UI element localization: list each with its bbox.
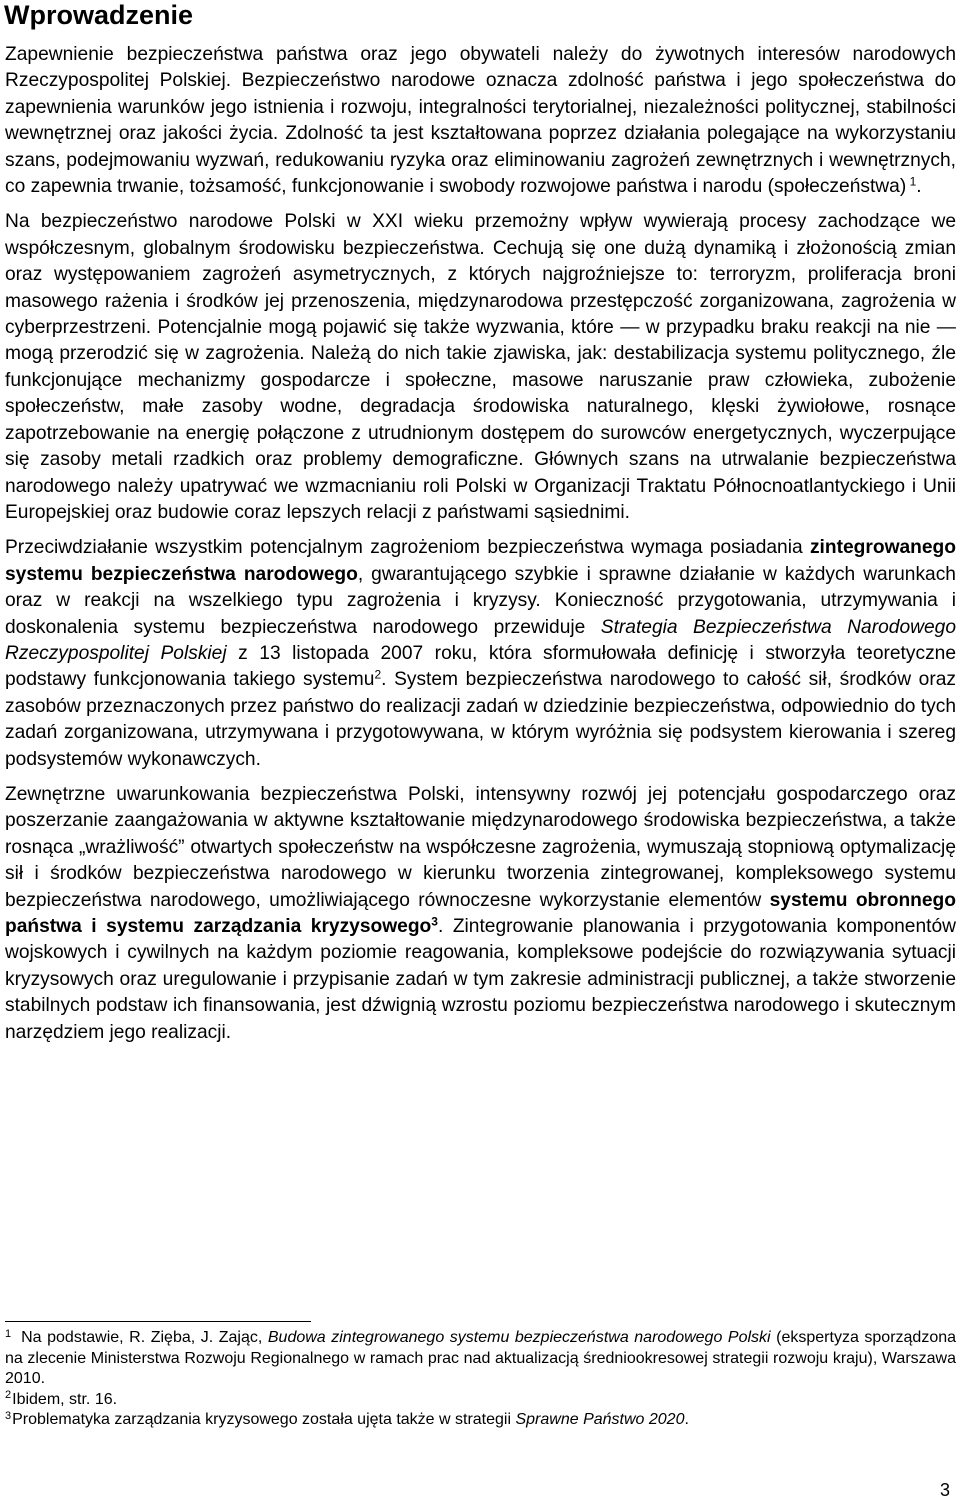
body-text <box>5 42 956 1046</box>
footnote-1-number: 1 <box>5 1327 12 1340</box>
paragraph-3 <box>5 535 956 773</box>
footnote-1-text-end: (ekspertyza sporządzona na zlecenie Ministerstwa Rozwoju Regionalnego w ramach prac nad aktualizacją średniookresowej strategii rozwoju kraju), Warszawa 2010. <box>5 1329 957 1387</box>
footnote-ref-3: 3 <box>431 914 438 929</box>
footnotes <box>5 1328 956 1431</box>
paragraph-1-text: Zapewnienie bezpieczeństwa państwa oraz jego obywateli należy do żywotnych interesów narodowych Rzeczypospolitej Polskiej. Bezpieczeństwo narodowe oznacza zdolność państwa i jego społeczeństwa do zapewnienia warunków jego istnienia i rozwoju, integralności terytorialnej, niezależności politycznej, stabilności wewnętrznej oraz jakości życia. Zdolność ta jest kształtowana poprzez działania polegające na wykorzystaniu szans, podejmowaniu wyzwań, redukowaniu ryzyka oraz eliminowaniu zagrożeń zewnętrznych i wewnętrznych, co zapewnia trwanie, tożsamość, funkcjonowanie i swobody rozwojowe państwa i narodu (społeczeństwa) <box>5 44 956 198</box>
footnote-2-number: 2 <box>5 1389 12 1401</box>
footnote-1-title: Budowa zintegrowanego systemu bezpieczeństwa narodowego Polski <box>267 1329 771 1346</box>
footnote-1 <box>5 1328 956 1390</box>
paragraph-1 <box>5 42 956 200</box>
footnote-3-text: Problematyka zarządzania kryzysowego została ujęta także w strategii <box>12 1411 516 1428</box>
paragraph-3-text-b: , gwarantującego szybkie i sprawne działanie w każdych warunkach oraz w reakcji na wszelkiego typu zagrożenia i kryzysy. Konieczność przygotowania, utrzymywania i doskonalenia systemu bezpieczeństwa narodowego przewiduje <box>5 563 956 638</box>
paragraph-4-text-b: . Zintegrowanie planowania i przygotowania komponentów wojskowych i cywilnych na każdym poziomie reagowania, kompleksowe podejście do rozwiązywania sytuacji kryzysowych oraz uregulowanie i przypisanie zadań w tym zakresie administracji publicznej, a także stworzenie stabilnych podstaw ich finansowania, jest dźwignią wzrostu poziomu bezpieczeństwa narodowego i skutecznym narzędziem jego realizacji. <box>5 916 956 1043</box>
paragraph-3-bold: zintegrowanego systemu bezpieczeństwa narodowego <box>5 537 956 585</box>
paragraph-3-text-d: . System bezpieczeństwa narodowego to całość sił, środków oraz zasobów przeznaczonych przez państwo do realizacji zadań w dziedzinie bezpieczeństwa, odpowiednio do tych zadań zorganizowana, utrzymywana i przygotowywana, w którym wyróżnia się podsystem kierowania i szereg podsystemów wykonawczych. <box>5 669 956 770</box>
footnote-3 <box>5 1410 956 1431</box>
footnote-1-text: Na podstawie, R. Zięba, J. Zając, <box>21 1329 268 1346</box>
paragraph-4-text-a: Zewnętrzne uwarunkowania bezpieczeństwa Polski, intensywny rozwój jej potencjału gospodarczego oraz poszerzanie zaangażowania w aktywne kształtowanie międzynarodowego środowiska bezpieczeństwa, a także rosnąca „wrażliwość” otwartych społeczeństw na współczesne zagrożenia, wymuszają stopniową optymalizację sił i środków bezpieczeństwa narodowego w kierunku tworzenia zintegrowanej, kompleksowego systemu bezpieczeństwa narodowego, umożliwiającego równoczesne wykorzystanie elementów <box>5 783 956 911</box>
footnote-ref-2: 2 <box>374 667 382 682</box>
paragraph-2: Na bezpieczeństwo narodowe Polski w XXI wieku przemożny wpływ wywierają procesy zachodzące we współczesnym, globalnym środowisku bezpieczeństwa. Cechują się one dużą dynamiką i złożonością zmian oraz występowaniem zagrożeń asymetrycznych, z których najgroźniejsze to: terroryzm, proliferacja broni masowego rażenia i środków jej przenoszenia, międzynarodowa przestępczość zorganizowana, zagrożenia w cyberprzestrzeni. Potencjalnie mogą pojawić się także wyzwania, które — w przypadku braku reakcji na nie — mogą przerodzić się w zagrożenia. Należą do nich takie zjawiska, jak: destabilizacja systemu politycznego, źle funkcjonujące mechanizmy gospodarcze i społeczne, masowe naruszanie praw człowieka, zubożenie społeczeństw, małe zasoby wodne, degradacja środowiska naturalnego, klęski żywiołowe, rosnące zapotrzebowanie na energię połączone z utrudnionym dostępem do surowców energetycznych, wyczerpujące się zasoby metali rzadkich oraz problemy demograficzne. Głównych szans na utrwalanie bezpieczeństwa narodowego należy upatrywać we wzmacnianiu roli Polski w Organizacji Traktatu Północnoatlantyckiego i Unii Europejskiej oraz budowie coraz lepszych relacji z państwami sąsiednimi. <box>5 211 956 523</box>
footnote-3-number: 3 <box>5 1409 12 1422</box>
strategy-title: Strategia Bezpieczeństwa Narodowego Rzeczypospolitej Polskiej <box>5 616 956 664</box>
paragraph-4-bold: systemu obronnego państwa i systemu zarządzania kryzysowego <box>5 889 956 937</box>
footnote-ref-1: 1 <box>909 174 917 189</box>
footnote-3-title: Sprawne Państwo 2020 <box>515 1411 685 1428</box>
paragraph-4 <box>5 782 956 1046</box>
footnote-2 <box>5 1390 956 1411</box>
footnote-2-text: Ibidem, str. 16. <box>12 1390 118 1408</box>
paragraph-3-text-a: Przeciwdziałanie wszystkim potencjalnym zagrożeniom bezpieczeństwa wymaga posiadania <box>5 537 810 559</box>
footnote-3-text-end: . <box>684 1411 689 1428</box>
paragraph-1-end: . <box>916 176 922 198</box>
footnote-separator <box>5 1321 311 1322</box>
page-number: 3 <box>939 1480 950 1500</box>
paragraph-3-text-c: z 13 listopada 2007 roku, która sformułowała definicję i stworzyła teoretyczne podstawy funkcjonowania takiego systemu <box>5 642 957 691</box>
section-heading: Wprowadzenie <box>4 0 194 30</box>
